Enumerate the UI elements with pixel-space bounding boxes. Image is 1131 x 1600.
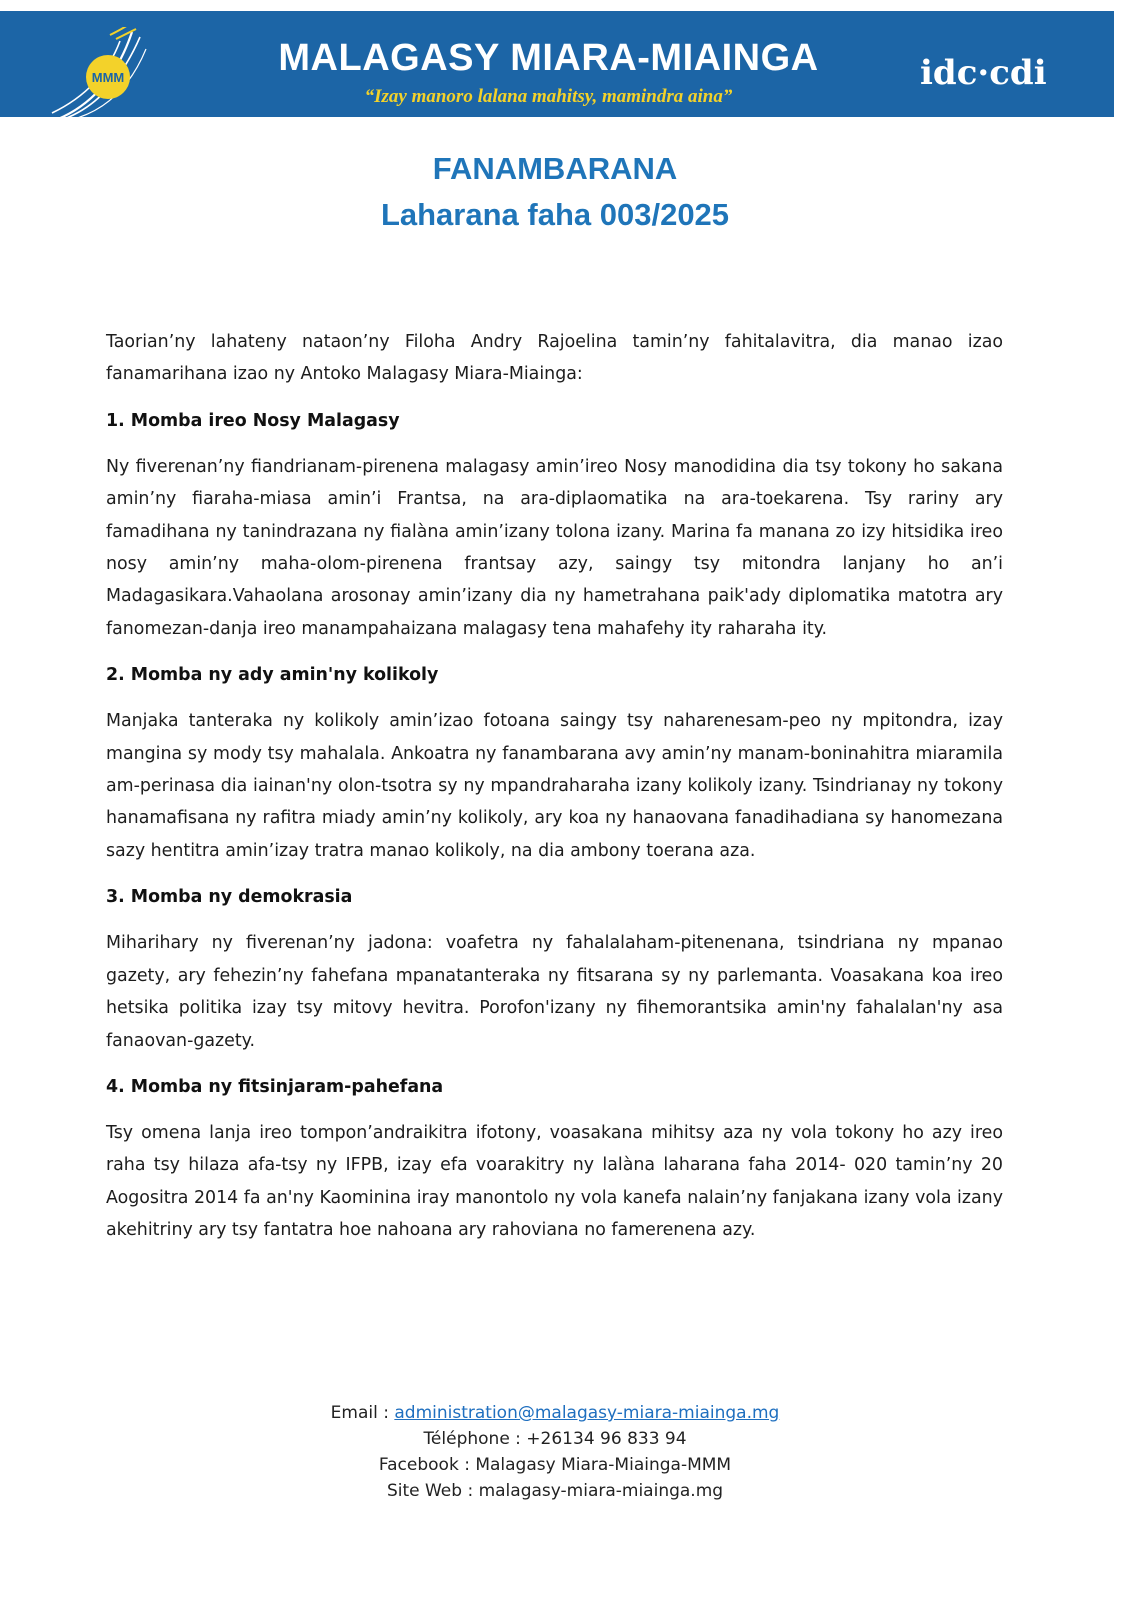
footer-website: Site Web : malagasy-miara-miainga.mg [386,1481,724,1501]
footer-facebook: Facebook : Malagasy Miara-Miainga-MMM [378,1455,732,1475]
contact-footer [0,1400,1110,1504]
email-link[interactable]: administration@malagasy-miara-miainga.mg [394,1403,780,1423]
footer-email-line [0,1400,1110,1426]
title-line-2: Laharana faha 003/2025 [380,197,730,232]
org-name: MALAGASY MIARA-MIAINGA [278,37,819,79]
document-body [106,326,1003,1261]
email-label: Email : [330,1403,395,1423]
intro-paragraph: Taorian’ny lahateny nataon’ny Filoha Andry Rajoelina tamin’ny fahitalavitra, dia manao izao fanamarihana izao ny Antoko Malagasy Miara-Miainga: [106,332,1003,385]
title-line-1: FANAMBARANA [432,151,678,186]
document-title [0,146,1110,238]
logo-text: MMM [91,70,125,85]
section-heading: 3. Momba ny demokrasia [106,887,353,908]
section-heading: 4. Momba ny fitsinjaram-pahefana [106,1076,444,1097]
section-heading: 2. Momba ny ady amin'ny kolikoly [106,665,439,686]
party-logo [50,27,150,122]
section-paragraph: Manjaka tanteraka ny kolikoly amin’izao fotoana saingy tsy naharenesam-peo ny mpitondra, izay mangina sy mody tsy mahalala. Ankoatra ny fanambarana avy amin’ny manam-boninahitra miaramila am-perinasa dia iainan'ny olon-tsotra sy ny mpandraharaha izany kolikoly izany. Tsindrianay ny tokony hanamafisana ny rafitra miady amin’ny kolikoly, ary koa ny hanaovana fanadihadiana sy hanomezana sazy hentitra amin’izay tratra manao kolikoly, na dia ambony toerana aza. [106,711,1003,861]
footer-phone: Téléphone : +26134 96 833 94 [423,1429,687,1449]
section-paragraph: Ny fiverenan’ny fiandrianam-pirenena malagasy amin’ireo Nosy manodidina dia tsy tokony ho sakana amin’ny fiaraha-miasa amin’i Frantsa, na ara-diplaomatika na ara-toekarena. Tsy rariny ary famadihana ny tanindrazana ny fialàna amin’izany tolona izany. Marina fa manana zo izy hitsidika ireo nosy amin’ny maha-olom-pirenena frantsay azy, saingy tsy mitondra lanjany ho an’i Madagasikara.Vahaolana arosonay amin’izany dia ny hametrahana paik'ady diplomatika matotra ary fanomezan-danja ireo manampahaizana malagasy tena mahafehy ity raharaha ity. [106,456,1003,639]
section-paragraph: Miharihary ny fiverenan’ny jadona: voafetra ny fahalalaham-pitenenana, tsindriana ny mpanao gazety, ary fehezin’ny fahefana mpanatanteraka ny fitsarana sy ny parlemanta. Voasakana koa ireo hetsika politika izay tsy mitovy hevitra. Porofon'izany ny fihemorantsika amin'ny fahalalan'ny asa fanaovan-gazety. [106,933,1003,1051]
partner-logo: idc·cdi [920,53,1047,93]
section-heading: 1. Momba ireo Nosy Malagasy [106,410,400,431]
header-banner [0,11,1114,117]
section-paragraph: Tsy omena lanja ireo tompon’andraikitra ifotony, voasakana mihitsy aza ny vola tokony ho azy ireo raha tsy hilaza afa-tsy ny IFPB, izay efa voarakitry ny lalàna laharana faha 2014- 020 tamin’ny 20 Aogositra 2014 fa an'ny Kaominina iray manontolo ny vola kanefa nalain’ny fanjakana izany vola izany akehitriny ary tsy fantatra hoe nahoana ary rahoviana no famerenena azy. [106,1122,1003,1241]
org-slogan: “Izay manoro lalana mahitsy, mamindra aina” [364,86,733,107]
